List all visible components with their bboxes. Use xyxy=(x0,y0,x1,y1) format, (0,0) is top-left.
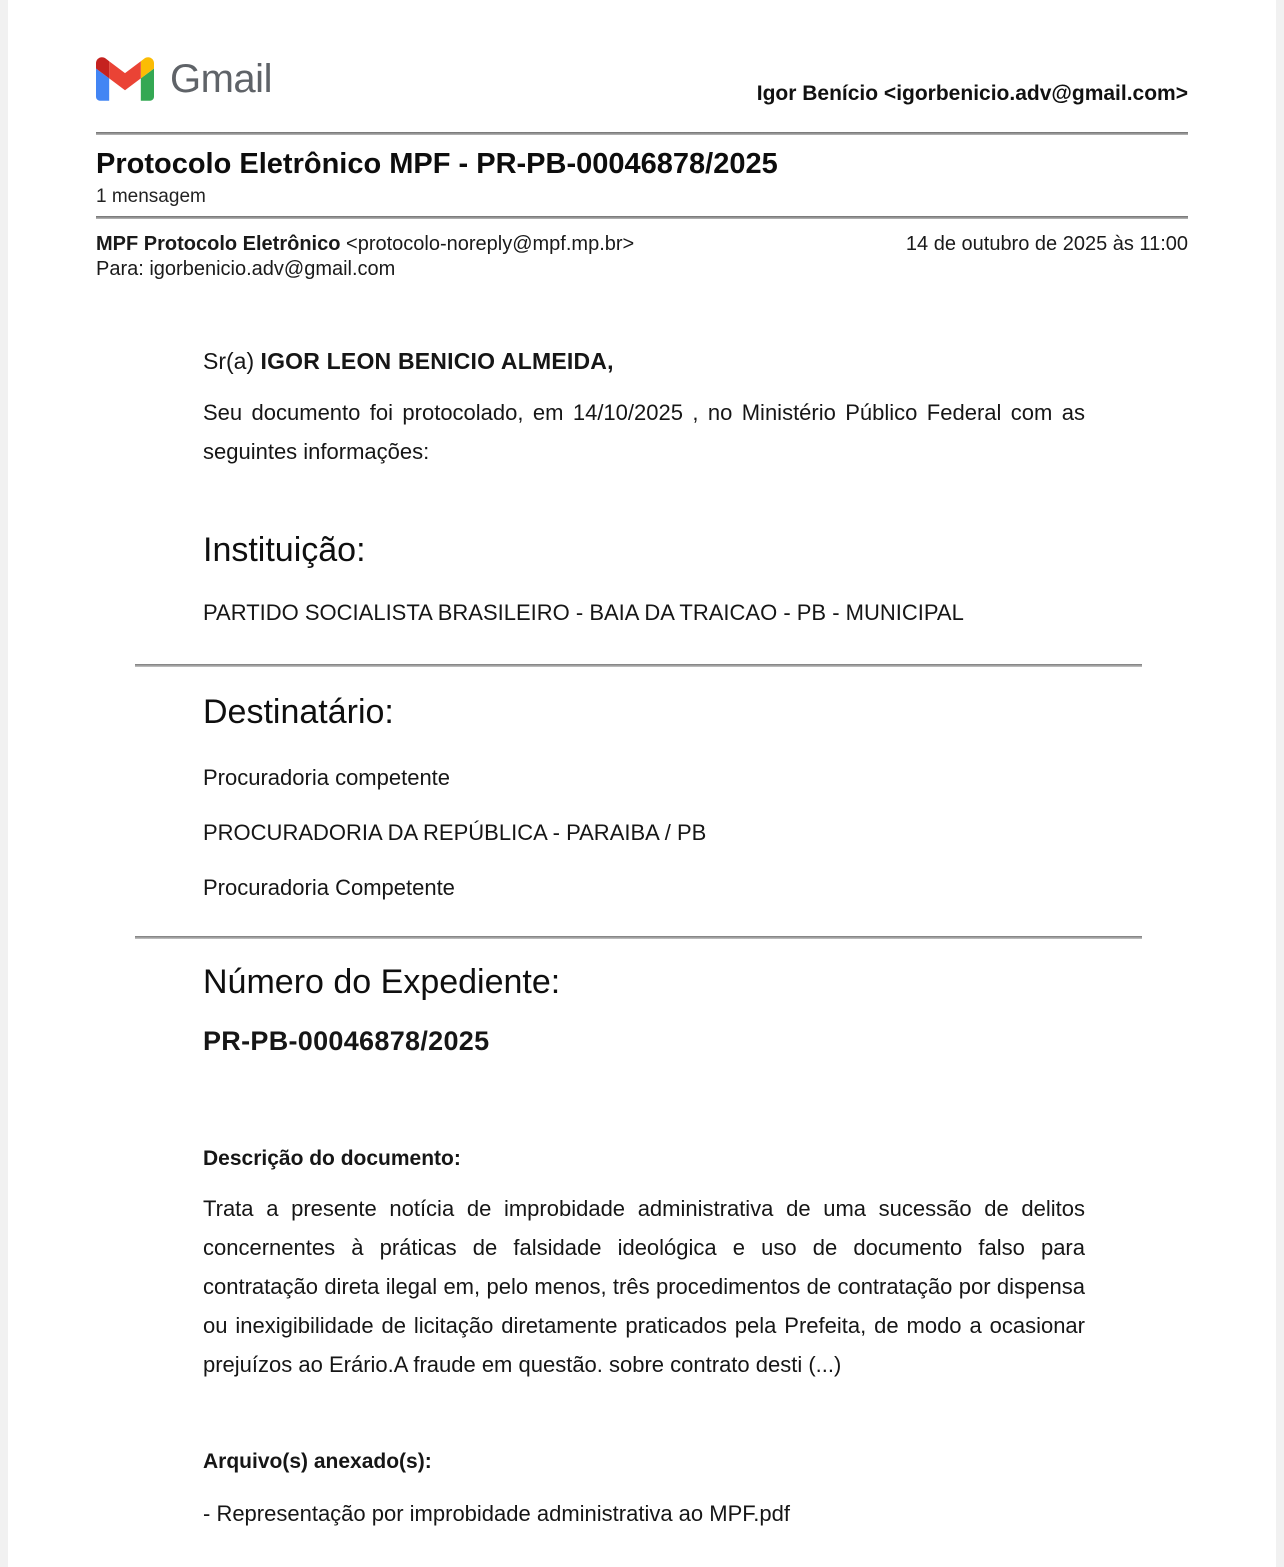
attachment-item: - Representação por improbidade administrativa ao MPF.pdf xyxy=(203,1501,790,1526)
email-body xyxy=(135,348,1142,1527)
recipient-line: Procuradoria Competente xyxy=(203,875,455,900)
gmail-logo-text: Gmail xyxy=(170,56,272,101)
sender-name: MPF Protocolo Eletrônico xyxy=(96,233,341,255)
message-meta xyxy=(96,232,1188,282)
sender-address: <protocolo-noreply@mpf.mp.br> xyxy=(340,233,635,255)
account-email: Igor Benício <igorbenicio.adv@gmail.com> xyxy=(756,82,1188,105)
header-divider-bottom xyxy=(96,216,1188,219)
expedient-number: PR-PB-00046878/2025 xyxy=(203,1026,490,1056)
description-heading: Descrição do documento: xyxy=(203,1147,461,1170)
salutation-name: IGOR LEON BENICIO ALMEIDA, xyxy=(260,348,614,374)
recipient-line: Procuradoria competente xyxy=(203,765,451,790)
description-text: Trata a presente notícia de improbidade administrativa de uma sucessão de delitos concernentes à práticas de falsidade ideológica e uso de documento falso para contratação direta ilegal em, pelo menos, três procedimentos de contratação por dispensa ou inexigibilidade de licitação diretamente praticados pela Prefeita, de modo a ocasionar prejuízos ao Erário.A fraude em questão. sobre contrato desti (...) xyxy=(203,1196,1085,1377)
recipient-heading: Destinatário: xyxy=(203,693,394,731)
gmail-logo xyxy=(96,57,272,102)
gmail-logo-icon xyxy=(96,57,154,101)
attachments-heading: Arquivo(s) anexado(s): xyxy=(203,1450,432,1473)
recipient-line: PROCURADORIA DA REPÚBLICA - PARAIBA / PB xyxy=(203,820,707,845)
section-divider-institution xyxy=(135,664,1142,667)
section-divider-recipient xyxy=(135,936,1142,939)
salutation xyxy=(203,348,1085,375)
print-page xyxy=(8,0,1276,1567)
header-divider-top xyxy=(96,132,1188,135)
salutation-prefix: Sr(a) xyxy=(203,348,261,374)
to-line: Para: igorbenicio.adv@gmail.com xyxy=(96,258,396,280)
print-header xyxy=(96,50,1188,108)
expedient-heading: Número do Expediente: xyxy=(203,963,561,1001)
message-count: 1 mensagem xyxy=(96,186,206,207)
intro-paragraph: Seu documento foi protocolado, em 14/10/2025 , no Ministério Público Federal com as seguintes informações: xyxy=(203,400,1085,464)
thread-subject: Protocolo Eletrônico MPF - PR-PB-00046878/2025 xyxy=(96,148,778,180)
message-date: 14 de outubro de 2025 às 11:00 xyxy=(905,233,1188,255)
institution-heading: Instituição: xyxy=(203,531,366,569)
institution-value: PARTIDO SOCIALISTA BRASILEIRO - BAIA DA TRAICAO - PB - MUNICIPAL xyxy=(203,600,964,625)
sender-line xyxy=(96,232,634,257)
